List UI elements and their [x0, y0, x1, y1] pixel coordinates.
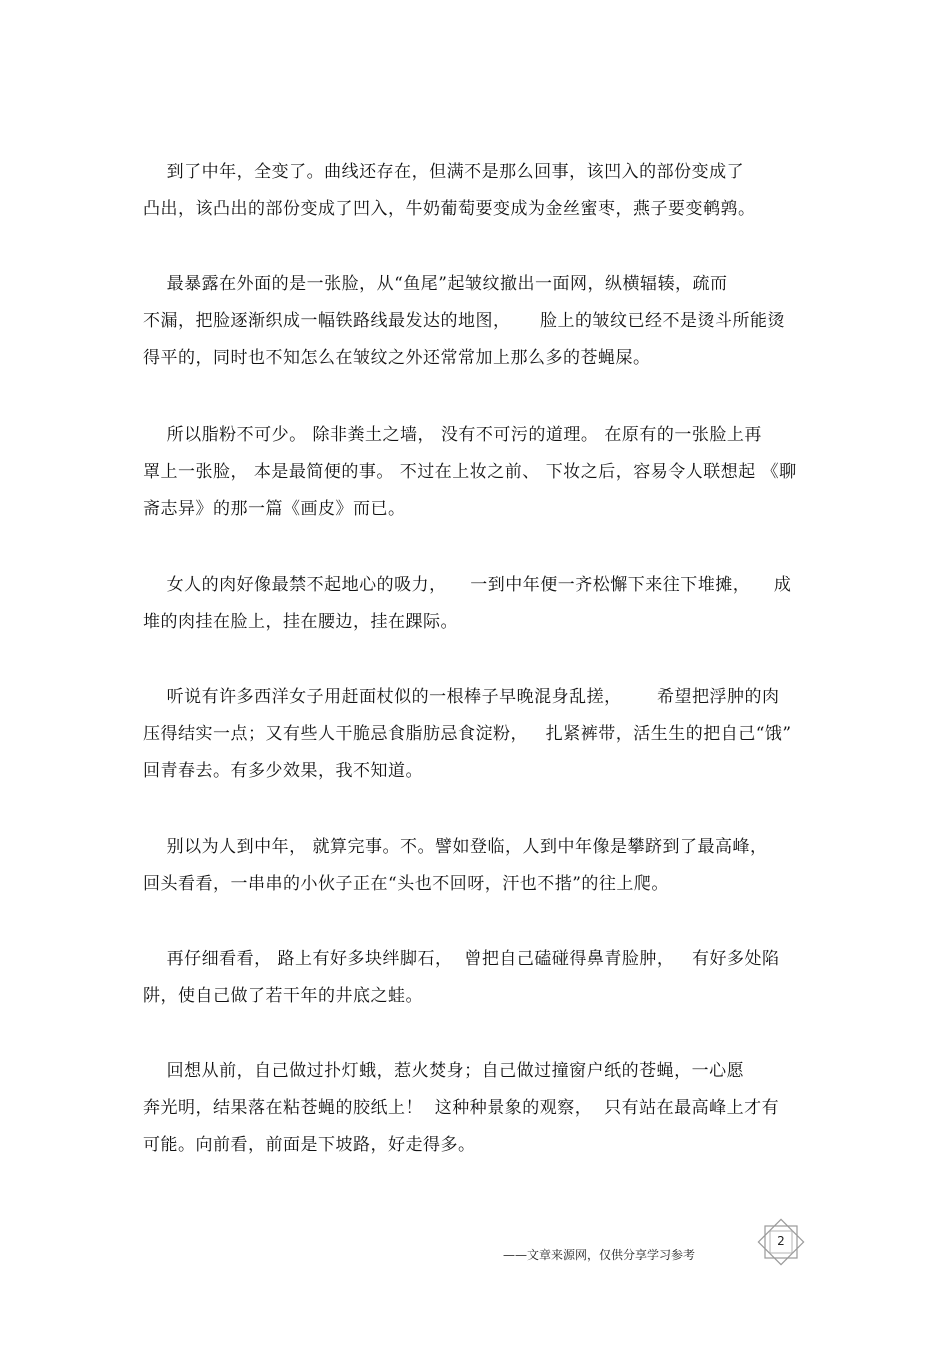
paragraph-line: 斋志异》的那一篇《画皮》而已。 [143, 499, 406, 519]
paragraph-line: 回头看看，一串串的小伙子正在“头也不回呀，汗也不揩”的往上爬。 [143, 874, 669, 894]
paragraph-line: 再仔细看看， 路上有好多块绊脚石， 曾把自己磕碰得鼻青脸肿， 有好多处陷 [143, 949, 780, 969]
paragraph-line: 奔光明，结果落在粘苍蝇的胶纸上！ 这种种景象的观察， 只有站在最高峰上才有 [143, 1098, 780, 1118]
paragraph-line: 罩上一张脸， 本是最简便的事。 不过在上妆之前、 下妆之后，容易令人联想起 《聊 [143, 462, 797, 482]
paragraph-line: 回青春去。有多少效果，我不知道。 [143, 761, 423, 781]
paragraph-line: 最暴露在外面的是一张脸，从“鱼尾”起皱纹撤出一面网，纵横辐辏，疏而 [143, 274, 728, 294]
paragraph-line: 可能。向前看，前面是下坡路，好走得多。 [143, 1135, 476, 1155]
page-number-badge [757, 1218, 805, 1266]
footer-note: ——文章来源网，仅供分享学习参考 [503, 1248, 696, 1262]
paragraph-line: 凸出，该凸出的部份变成了凹入，牛奶葡萄要变成为金丝蜜枣，燕子要变鹌鹑。 [143, 199, 756, 219]
paragraph-line: 听说有许多西洋女子用赶面杖似的一根棒子早晚混身乱搓， 希望把浮肿的肉 [143, 687, 780, 707]
paragraph-line: 压得结实一点；又有些人干脆忌食脂肪忌食淀粉， 扎紧裤带，活生生的把自己“饿” [143, 724, 792, 744]
page-number: 2 [777, 1234, 785, 1248]
paragraph-line: 得平的，同时也不知怎么在皱纹之外还常常加上那么多的苍蝇屎。 [143, 348, 651, 368]
paragraph-line: 阱，使自己做了若干年的井底之蛙。 [143, 986, 423, 1006]
paragraph-line: 女人的肉好像最禁不起地心的吸力， 一到中年便一齐松懈下来往下堆摊， 成 [143, 575, 792, 595]
paragraph-line: 别以为人到中年， 就算完事。不。譬如登临，人到中年像是攀跻到了最高峰， [143, 837, 768, 857]
paragraph-line: 堆的肉挂在脸上，挂在腰边，挂在踝际。 [143, 612, 458, 632]
paragraph-line: 到了中年，全变了。曲线还存在，但满不是那么回事，该凹入的部份变成了 [143, 162, 745, 182]
paragraph-line: 所以脂粉不可少。 除非粪土之墙， 没有不可污的道理。 在原有的一张脸上再 [143, 425, 762, 445]
paragraph-line: 回想从前，自己做过扑灯蛾，惹火焚身；自己做过撞窗户纸的苍蝇，一心愿 [143, 1061, 745, 1081]
paragraph-line: 不漏，把脸逐渐织成一幅铁路线最发达的地图， 脸上的皱纹已经不是烫斗所能烫 [143, 311, 786, 331]
